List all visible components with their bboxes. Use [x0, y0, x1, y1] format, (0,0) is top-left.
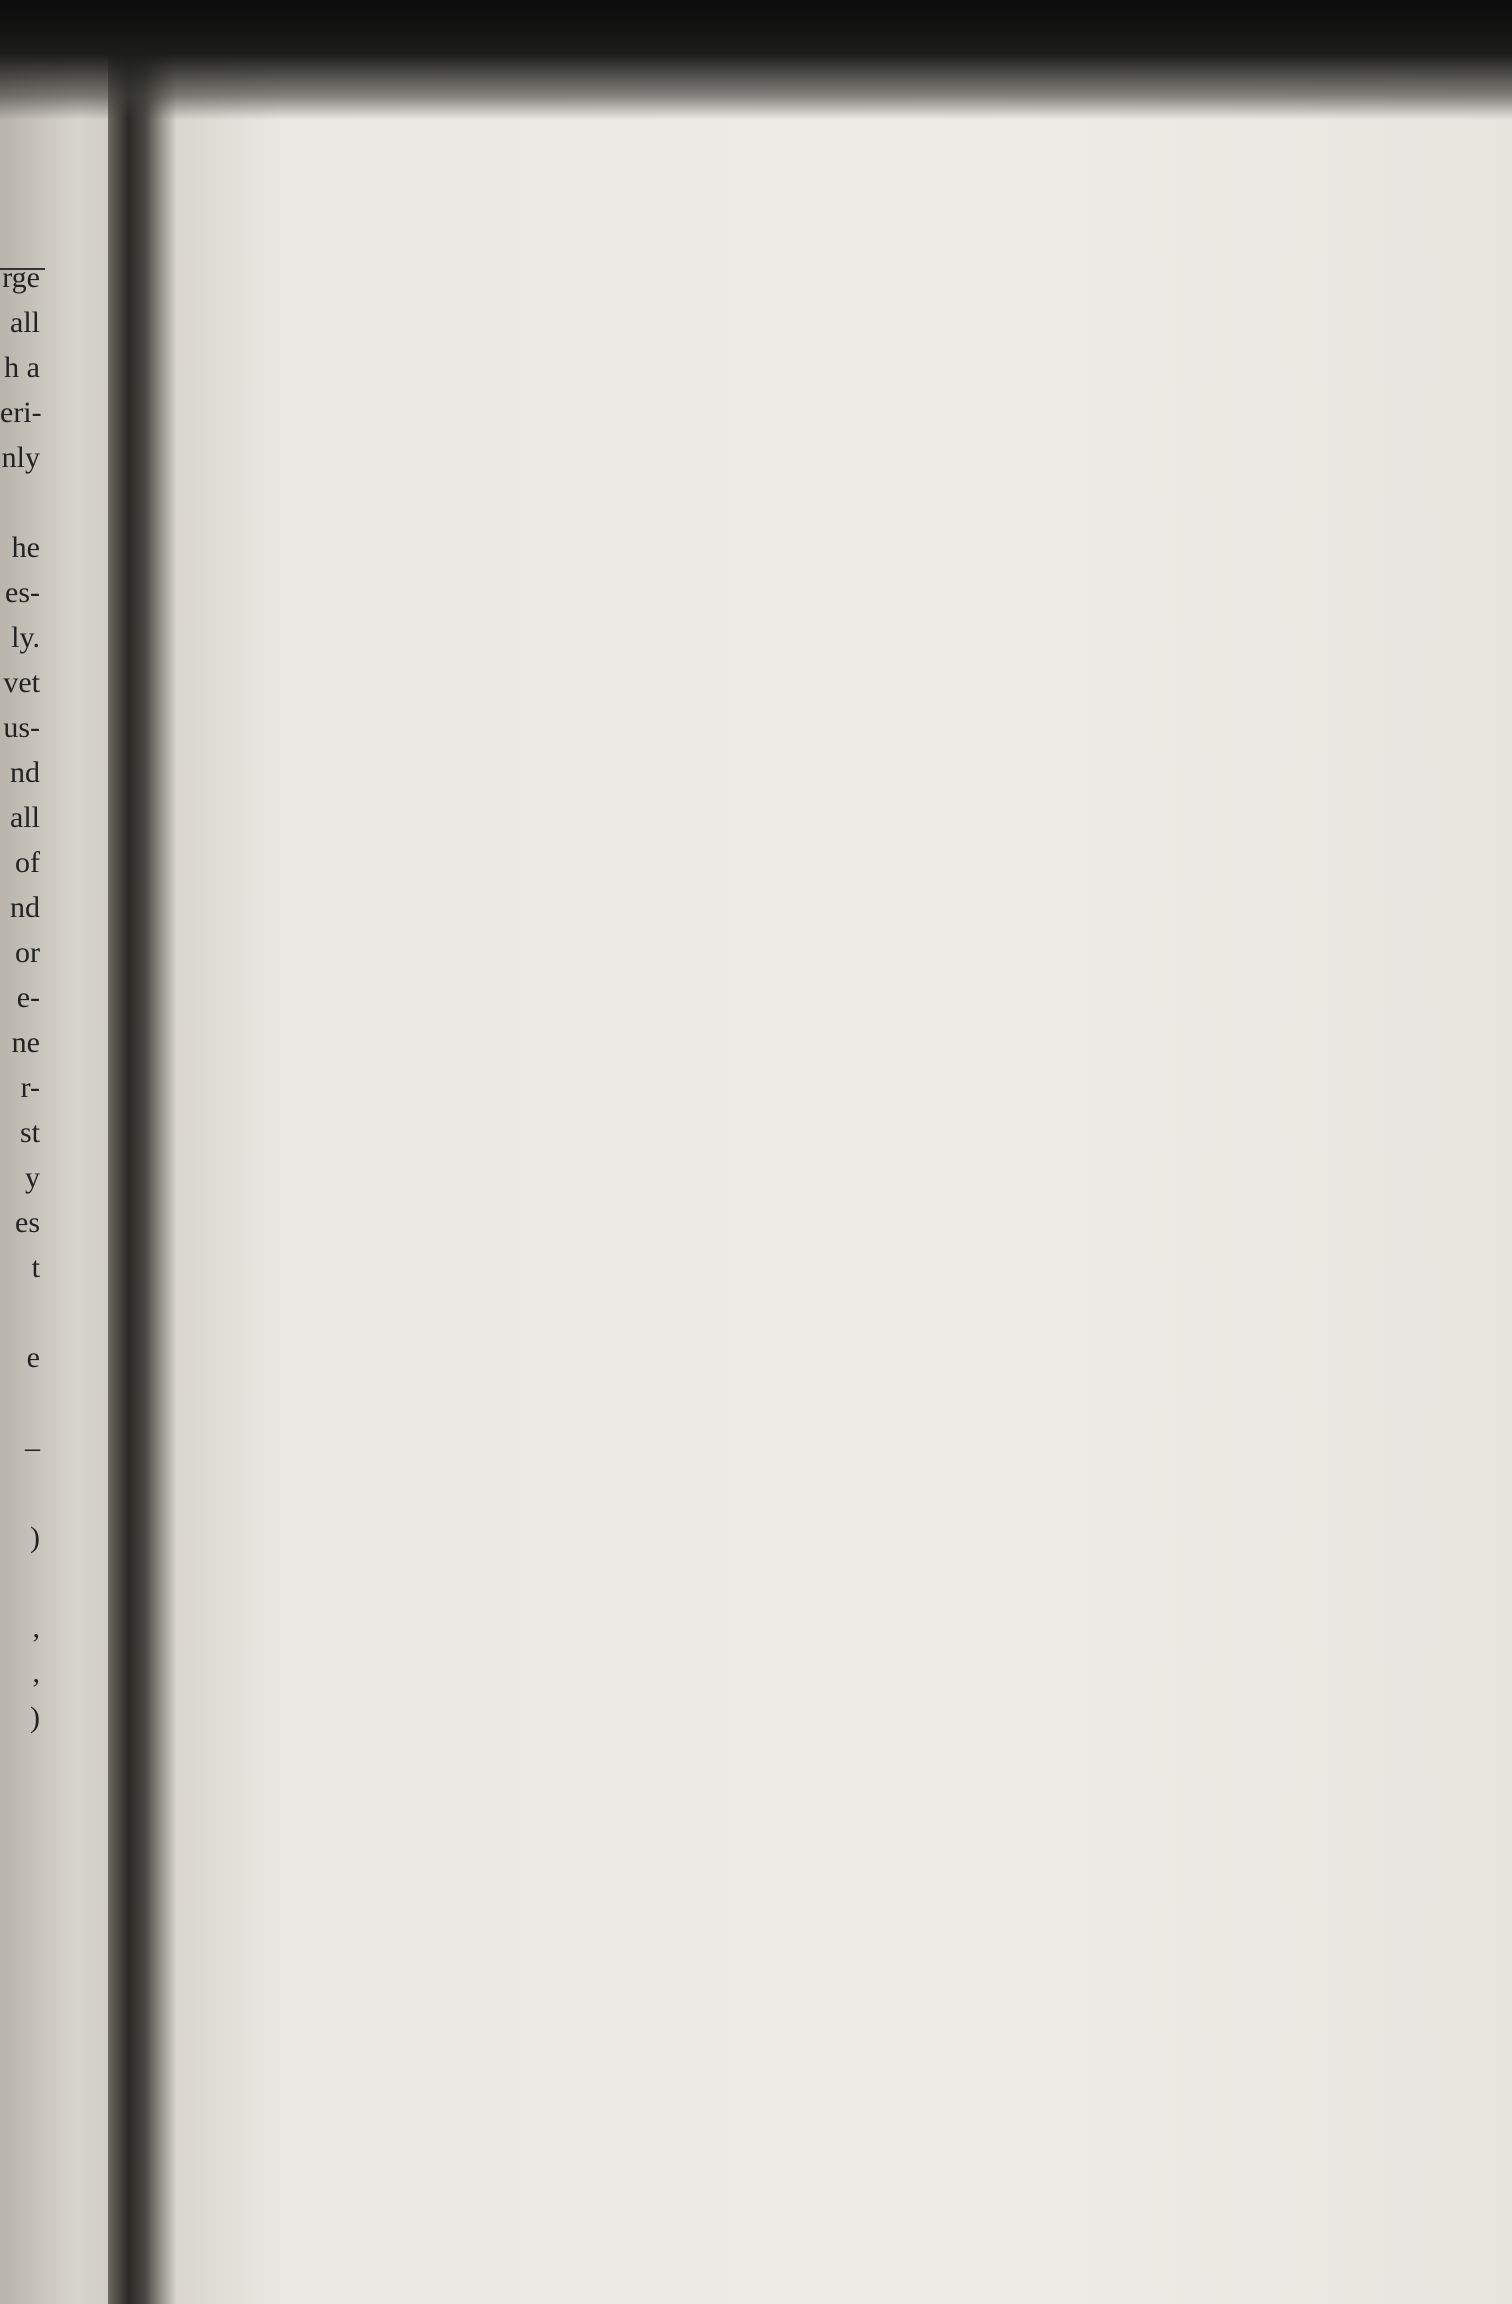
facing-line: ly. — [11, 621, 40, 654]
facing-line: ) — [30, 1701, 40, 1734]
facing-line — [0, 1380, 40, 1425]
facing-line: y — [25, 1161, 40, 1194]
facing-line: of — [15, 846, 40, 879]
facing-line: es — [15, 1206, 40, 1239]
facing-line: , — [32, 1656, 40, 1689]
facing-line: – — [25, 1431, 40, 1464]
facing-line: us- — [3, 711, 40, 744]
facing-line — [0, 480, 40, 525]
facing-line: or — [15, 936, 40, 969]
facing-line: es- — [5, 576, 40, 609]
facing-line: nly — [1, 441, 40, 474]
facing-line: r- — [20, 1071, 40, 1104]
facing-line: nd — [10, 891, 40, 924]
book-gutter-shadow — [108, 0, 176, 2304]
facing-line: e — [26, 1341, 40, 1374]
facing-line — [0, 1290, 40, 1335]
facing-line: rge — [2, 261, 40, 294]
facing-line: ) — [30, 1521, 40, 1554]
facing-line: he — [11, 531, 40, 564]
facing-line: nd — [10, 756, 40, 789]
facing-line: e- — [16, 981, 40, 1014]
scan-top-shadow — [0, 0, 1512, 120]
facing-line: h a — [4, 351, 40, 384]
facing-line: ne — [11, 1026, 40, 1059]
facing-line — [0, 1560, 40, 1605]
facing-line: all — [10, 801, 40, 834]
facing-page-text-fragments — [0, 255, 40, 1740]
facing-line: t — [31, 1251, 40, 1284]
facing-line: all — [10, 306, 40, 339]
facing-line: vet — [3, 666, 40, 699]
facing-line: eri- — [0, 396, 42, 429]
page-sheet — [176, 0, 1512, 2304]
facing-line: st — [19, 1116, 40, 1149]
facing-line: , — [32, 1611, 40, 1644]
facing-line — [0, 1470, 40, 1515]
